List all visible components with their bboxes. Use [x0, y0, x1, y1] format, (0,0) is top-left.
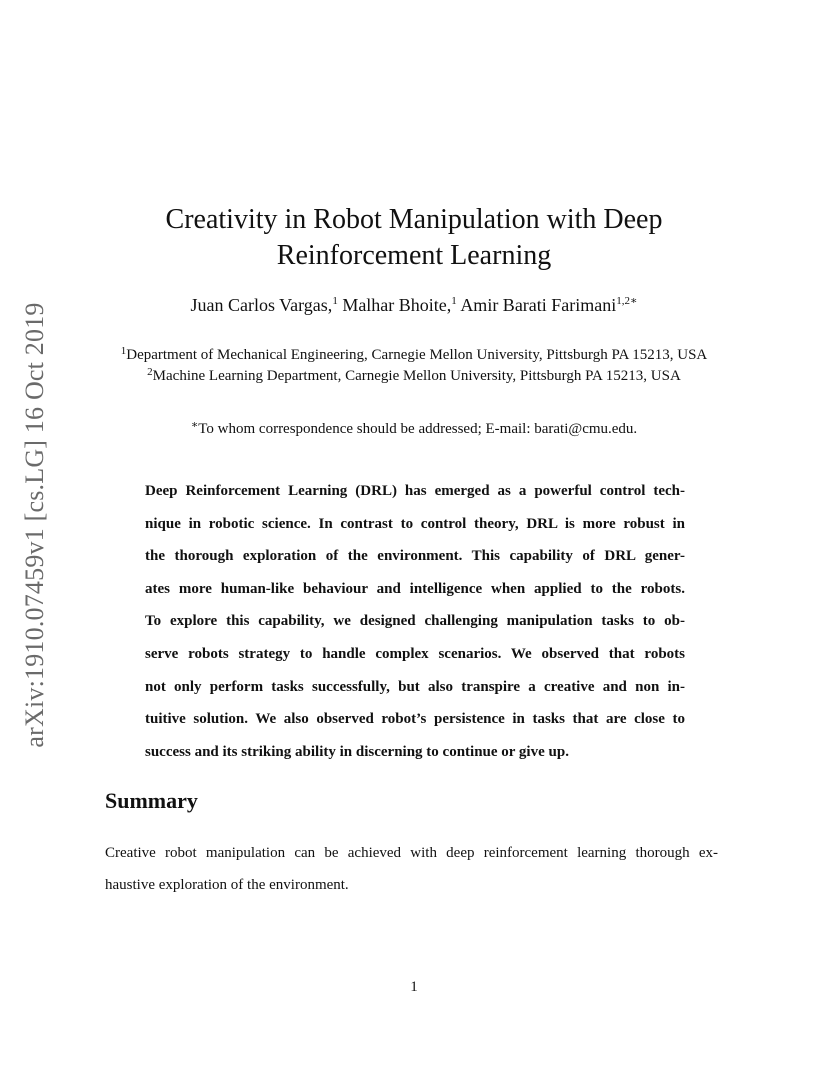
- affiliation-text: Department of Mechanical Engineering, Carnegie Mellon University, Pittsburgh PA 15213, USA: [126, 347, 708, 363]
- abstract-line: nique in robotic science. In contrast to control theory, DRL is more robust in: [145, 515, 685, 532]
- correspondence-mark: ∗: [190, 419, 199, 431]
- affiliations: [0, 345, 828, 387]
- affiliation-mark: 1: [120, 345, 127, 357]
- summary-heading: Summary: [105, 788, 198, 813]
- abstract-line: success and its striking ability in discerning to continue or give up.: [145, 743, 569, 760]
- abstract-line: the thorough exploration of the environment. This capability of DRL gener-: [145, 548, 685, 565]
- abstract-line: To explore this capability, we designed challenging manipulation tasks to ob-: [145, 613, 685, 630]
- abstract: [145, 481, 685, 774]
- correspondence-text: To whom correspondence should be addressed; E-mail: barati@cmu.edu.: [198, 421, 638, 437]
- author-name: Juan Carlos Vargas,: [190, 295, 333, 315]
- affiliation-text: Machine Learning Department, Carnegie Mellon University, Pittsburgh PA 15213, USA: [152, 368, 681, 384]
- abstract-line: ates more human-like behaviour and intelligence when applied to the robots.: [145, 580, 685, 597]
- affiliation-mark: 2: [147, 366, 153, 378]
- affiliation-line: [0, 366, 828, 387]
- page-number: 1: [410, 979, 418, 995]
- abstract-line: tuitive solution. We also observed robot’s persistence in tasks that are close to: [145, 711, 685, 728]
- arxiv-identifier-stamp: arXiv:1910.07459v1 [cs.LG] 16 Oct 2019: [20, 302, 49, 748]
- author-affiliation-mark: 1,2∗: [616, 295, 638, 307]
- paper-title-line: Creativity in Robot Manipulation with Deep: [165, 204, 663, 235]
- correspondence-note: [0, 419, 828, 439]
- author-name: Amir Barati Farimani: [460, 295, 617, 315]
- summary-line: Creative robot manipulation can be achieved with deep reinforcement learning thorough ex-: [105, 845, 718, 861]
- author-affiliation-mark: 1: [451, 295, 457, 307]
- abstract-line: Deep Reinforcement Learning (DRL) has emerged as a powerful control tech-: [145, 483, 685, 499]
- author-name: Malhar Bhoite,: [342, 295, 452, 315]
- paper-title-line: Reinforcement Learning: [276, 240, 552, 271]
- summary-body: [105, 843, 718, 907]
- author-affiliation-mark: 1: [332, 295, 338, 307]
- abstract-line: not only perform tasks successfully, but also transpire a creative and non in-: [145, 678, 685, 695]
- affiliation-line: [0, 345, 828, 366]
- paper-title: [0, 202, 828, 274]
- author-list: [0, 294, 828, 316]
- abstract-line: serve robots strategy to handle complex scenarios. We observed that robots: [145, 645, 685, 662]
- summary-line: haustive exploration of the environment.: [105, 877, 349, 893]
